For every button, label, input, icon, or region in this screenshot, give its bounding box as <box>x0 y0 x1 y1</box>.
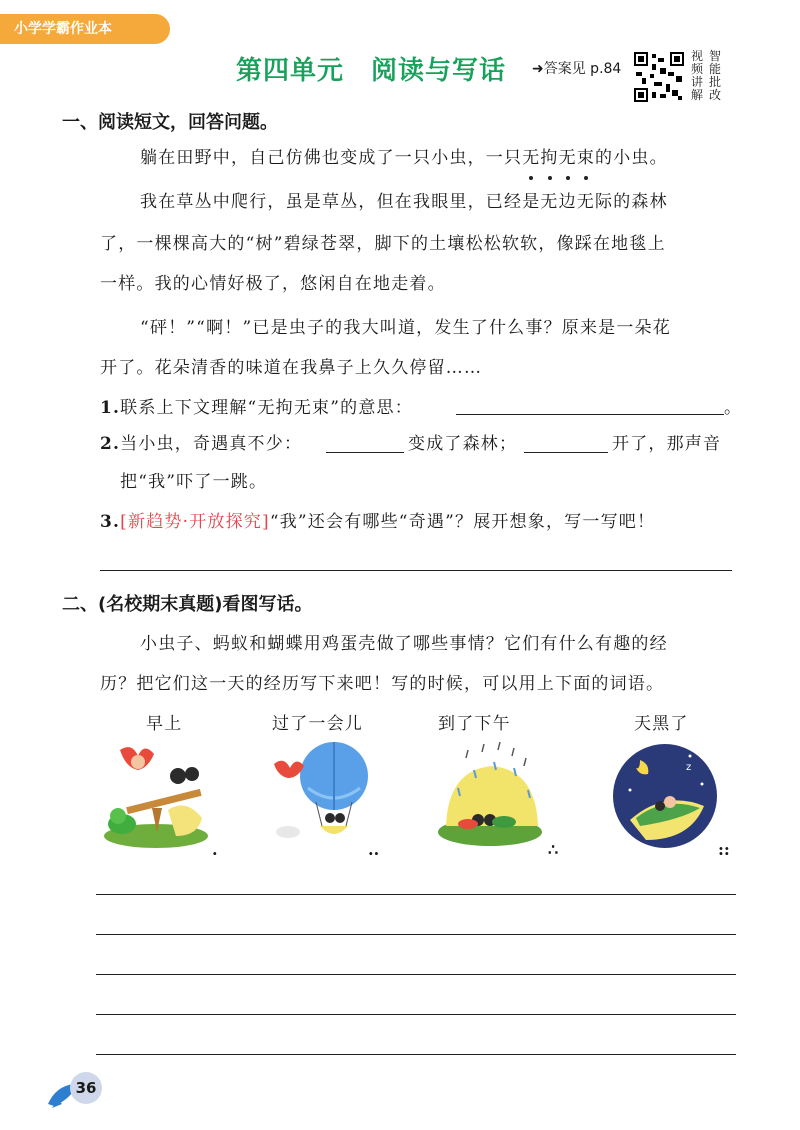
emphasized-char: 无 <box>522 140 540 176</box>
answer-reference: ➜答案见 p.84 <box>532 61 622 77</box>
question-text: 联系上下文理解“无拘无束”的意思： <box>120 398 413 418</box>
qr-label: 讲 <box>690 75 703 89</box>
writing-line-5[interactable] <box>96 1054 736 1055</box>
qr-label: 频 <box>690 62 703 76</box>
question-2-part2: 变成了森林； <box>408 434 518 454</box>
question-2-part4: 把“我”吓了一跳。 <box>120 472 268 492</box>
panel-label-afternoon: 到了下午 <box>438 714 511 734</box>
answer-blank-2a[interactable] <box>326 452 404 453</box>
writing-line-2[interactable] <box>96 934 736 935</box>
question-text: 当小虫，奇遇真不少： <box>120 434 303 454</box>
panel-punct-3: ∴ <box>548 840 559 859</box>
emphasized-char: 拘 <box>540 140 558 176</box>
passage-line-1 <box>140 140 668 176</box>
question-number: 2. <box>100 434 121 454</box>
qr-label: 改 <box>708 88 721 102</box>
qr-label: 批 <box>708 75 721 89</box>
question-3 <box>100 504 655 540</box>
night-sleep-illustration <box>610 740 720 850</box>
emphasized-phrase <box>522 148 595 168</box>
question-2-part3: 开了，那声音 <box>612 434 722 454</box>
section2-heading: 二、(名校期末真题)看图写话。 <box>62 594 313 615</box>
question-number: 3. <box>100 512 121 532</box>
section2-intro-2: 历？把它们这一天的经历写下来吧！写的时候，可以用上下面的词语。 <box>100 674 665 694</box>
passage-line-4: 一样。我的心情好极了，悠闲自在地走着。 <box>100 274 446 294</box>
panel-punct-1: . <box>212 840 218 859</box>
section1-heading: 一、阅读短文，回答问题。 <box>62 112 278 133</box>
writing-line-1[interactable] <box>96 894 736 895</box>
question-number: 1. <box>100 398 121 418</box>
unit-title: 第四单元 阅读与写话 <box>236 56 507 86</box>
passage-line-2: 我在草丛中爬行，虽是草丛，但在我眼里，已经是无边无际的森林 <box>140 192 668 212</box>
writing-line-4[interactable] <box>96 1014 736 1015</box>
passage-text: 的小虫。 <box>595 148 668 168</box>
question-2 <box>100 426 302 462</box>
answer-blank-1[interactable] <box>456 414 724 415</box>
panel-label-morning: 早上 <box>146 714 183 734</box>
passage-line-5: “砰！”“啊！”已是虫子的我大叫道，发生了什么事？原来是一朵花 <box>140 318 671 338</box>
seesaw-illustration <box>98 740 208 850</box>
passage-line-6: 开了。花朵清香的味道在我鼻子上久久停留…… <box>100 358 483 378</box>
panel-punct-4: :: <box>718 840 730 859</box>
qr-label: 智 <box>708 49 721 63</box>
svg-text:z: z <box>686 762 692 773</box>
passage-line-3: 了，一棵棵高大的“树”碧绿苍翠，脚下的土壤松松软软，像踩在地毯上 <box>100 234 666 254</box>
question-tag: [新趋势·开放探究] <box>120 512 270 532</box>
writing-line-3[interactable] <box>96 974 736 975</box>
answer-line-3[interactable] <box>100 570 732 571</box>
qr-label: 解 <box>690 88 703 102</box>
question-1 <box>100 390 413 426</box>
balloon-illustration <box>268 738 378 848</box>
question-1-end: 。 <box>724 398 743 418</box>
qr-label: 视 <box>690 49 703 63</box>
emphasized-char: 束 <box>577 140 595 176</box>
rain-shelter-illustration <box>434 740 544 850</box>
qr-labels <box>688 50 724 102</box>
qr-label: 能 <box>708 62 721 76</box>
book-title-tab: 小学学霸作业本 <box>0 14 170 44</box>
panel-label-night: 天黑了 <box>634 714 689 734</box>
question-text: “我”还会有哪些“奇遇”？展开想象，写一写吧！ <box>269 512 656 532</box>
page-number: 36 <box>70 1072 102 1104</box>
emphasized-char: 无 <box>559 140 577 176</box>
answer-blank-2b[interactable] <box>524 452 608 453</box>
panel-punct-2: .. <box>368 840 380 859</box>
passage-text: 躺在田野中，自己仿佛也变成了一只小虫，一只 <box>140 148 523 168</box>
panel-label-later: 过了一会儿 <box>272 714 363 734</box>
qr-code-icon[interactable] <box>634 52 684 102</box>
section2-intro-1: 小虫子、蚂蚁和蝴蝶用鸡蛋壳做了哪些事情？它们有什么有趣的经 <box>140 634 668 654</box>
